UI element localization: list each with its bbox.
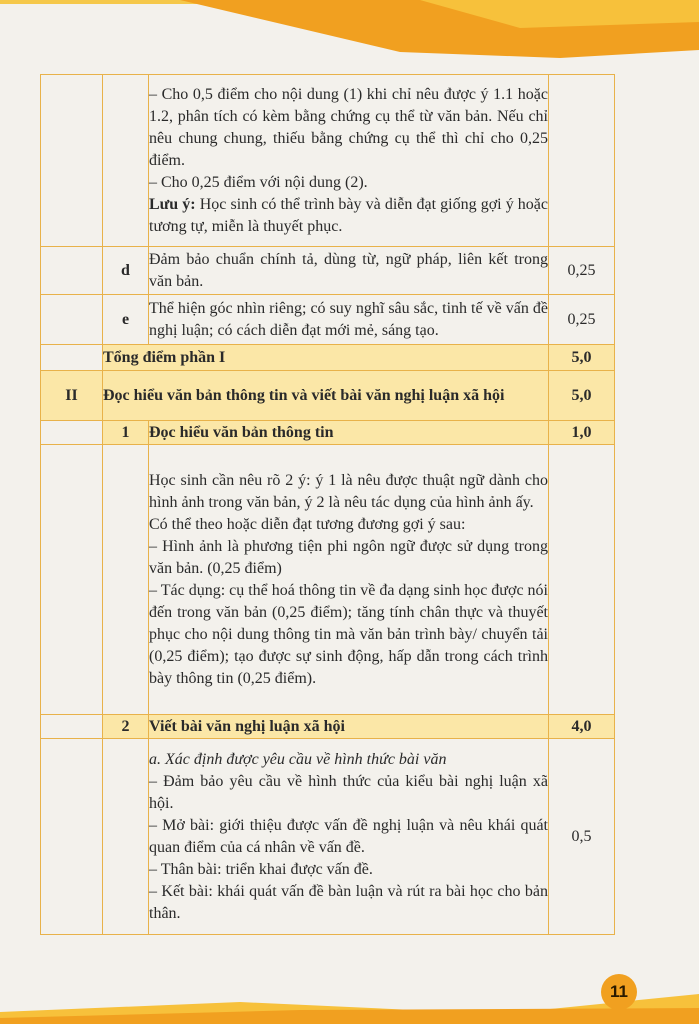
part-score: 5,0 — [549, 371, 615, 421]
table-row-section — [41, 715, 615, 739]
item-label: e — [103, 295, 149, 345]
sub-heading: a. Xác định được yêu cầu về hình thức bài văn — [149, 750, 447, 768]
part-cell — [41, 247, 103, 295]
part-cell — [41, 295, 103, 345]
criteria-cell — [149, 739, 549, 935]
table-row-total — [41, 345, 615, 371]
top-decoration — [0, 0, 699, 60]
note-label: Lưu ý: — [149, 195, 196, 213]
part-roman: II — [41, 371, 103, 421]
item-cell — [103, 445, 149, 715]
table-row — [41, 75, 615, 247]
table-row — [41, 295, 615, 345]
section-title: Viết bài văn nghị luận xã hội — [149, 715, 549, 739]
criteria-line: – Mở bài: giới thiệu được vấn đề nghị luận và nêu khái quát quan điểm của cá nhân về vấn đề. — [149, 816, 548, 856]
part-cell — [41, 739, 103, 935]
item-label: d — [103, 247, 149, 295]
total-score: 5,0 — [549, 345, 615, 371]
note-line — [149, 194, 548, 238]
part-cell — [41, 75, 103, 247]
section-score: 4,0 — [549, 715, 615, 739]
table-row-part — [41, 371, 615, 421]
total-label: Tổng điểm phần I — [103, 345, 549, 371]
item-cell — [103, 75, 149, 247]
table-row — [41, 445, 615, 715]
part-cell — [41, 345, 103, 371]
part-cell — [41, 421, 103, 445]
score-value: 0,5 — [549, 739, 615, 935]
section-score: 1,0 — [549, 421, 615, 445]
page-number: 11 — [601, 974, 637, 1010]
criteria-line: Có thể theo hoặc diễn đạt tương đương gợi ý sau: — [149, 515, 466, 533]
criteria-line: Học sinh cần nêu rõ 2 ý: ý 1 là nêu được thuật ngữ dành cho hình ảnh trong văn bản, ý 2 là nêu tác dụng của hình ảnh ấy. — [149, 471, 548, 511]
score-cell — [549, 445, 615, 715]
section-title: Đọc hiểu văn bản thông tin — [149, 421, 549, 445]
bottom-decoration — [0, 964, 699, 1024]
criteria-line: – Kết bài: khái quát vấn đề bàn luận và rút ra bài học cho bản thân. — [149, 882, 548, 922]
table-row — [41, 739, 615, 935]
criteria-cell — [149, 445, 549, 715]
criteria-cell — [149, 75, 549, 247]
criteria-cell: Thể hiện góc nhìn riêng; có suy nghĩ sâu sắc, tinh tế về vấn đề nghị luận; có cách diễn đạt mới mẻ, sáng tạo. — [149, 295, 549, 345]
note-text: Học sinh có thể trình bày và diễn đạt giống gợi ý hoặc tương tự, miễn là thuyết phục. — [149, 195, 549, 235]
part-title: Đọc hiểu văn bản thông tin và viết bài văn nghị luận xã hội — [103, 371, 549, 421]
score-cell — [549, 75, 615, 247]
table-row-section — [41, 421, 615, 445]
criteria-line: – Hình ảnh là phương tiện phi ngôn ngữ được sử dụng trong văn bản. (0,25 điểm) — [149, 537, 548, 577]
criteria-cell: Đảm bảo chuẩn chính tả, dùng từ, ngữ pháp, liên kết trong văn bản. — [149, 247, 549, 295]
item-cell — [103, 739, 149, 935]
criteria-line: – Cho 0,25 điểm với nội dung (2). — [149, 173, 368, 191]
section-number: 2 — [103, 715, 149, 739]
section-number: 1 — [103, 421, 149, 445]
rubric-table — [40, 74, 615, 935]
score-value: 0,25 — [549, 247, 615, 295]
table-row — [41, 247, 615, 295]
criteria-line: – Thân bài: triển khai được vấn đề. — [149, 860, 373, 878]
criteria-line: – Tác dụng: cụ thể hoá thông tin về đa dạng sinh học được nói đến trong văn bản (0,25 điểm); tăng tính chân thực và thuyết phục cho nội dung thông tin mà văn bản trình bày/ chuyển tải (0,25 điểm); tạo được sự sinh động, hấp dẫn trong cách trình bày thông tin (0,25 điểm). — [149, 581, 548, 687]
part-cell — [41, 445, 103, 715]
part-cell — [41, 715, 103, 739]
criteria-line: – Đảm bảo yêu cầu về hình thức của kiểu bài nghị luận xã hội. — [149, 772, 548, 812]
criteria-line: – Cho 0,5 điểm cho nội dung (1) khi chỉ nêu được ý 1.1 hoặc 1.2, phân tích có kèm bằng chứng cụ thể từ văn bản. Nếu chỉ nêu chung chung, thiếu bằng chứng cụ thể thì chỉ cho 0,25 điểm. — [149, 85, 548, 169]
score-value: 0,25 — [549, 295, 615, 345]
